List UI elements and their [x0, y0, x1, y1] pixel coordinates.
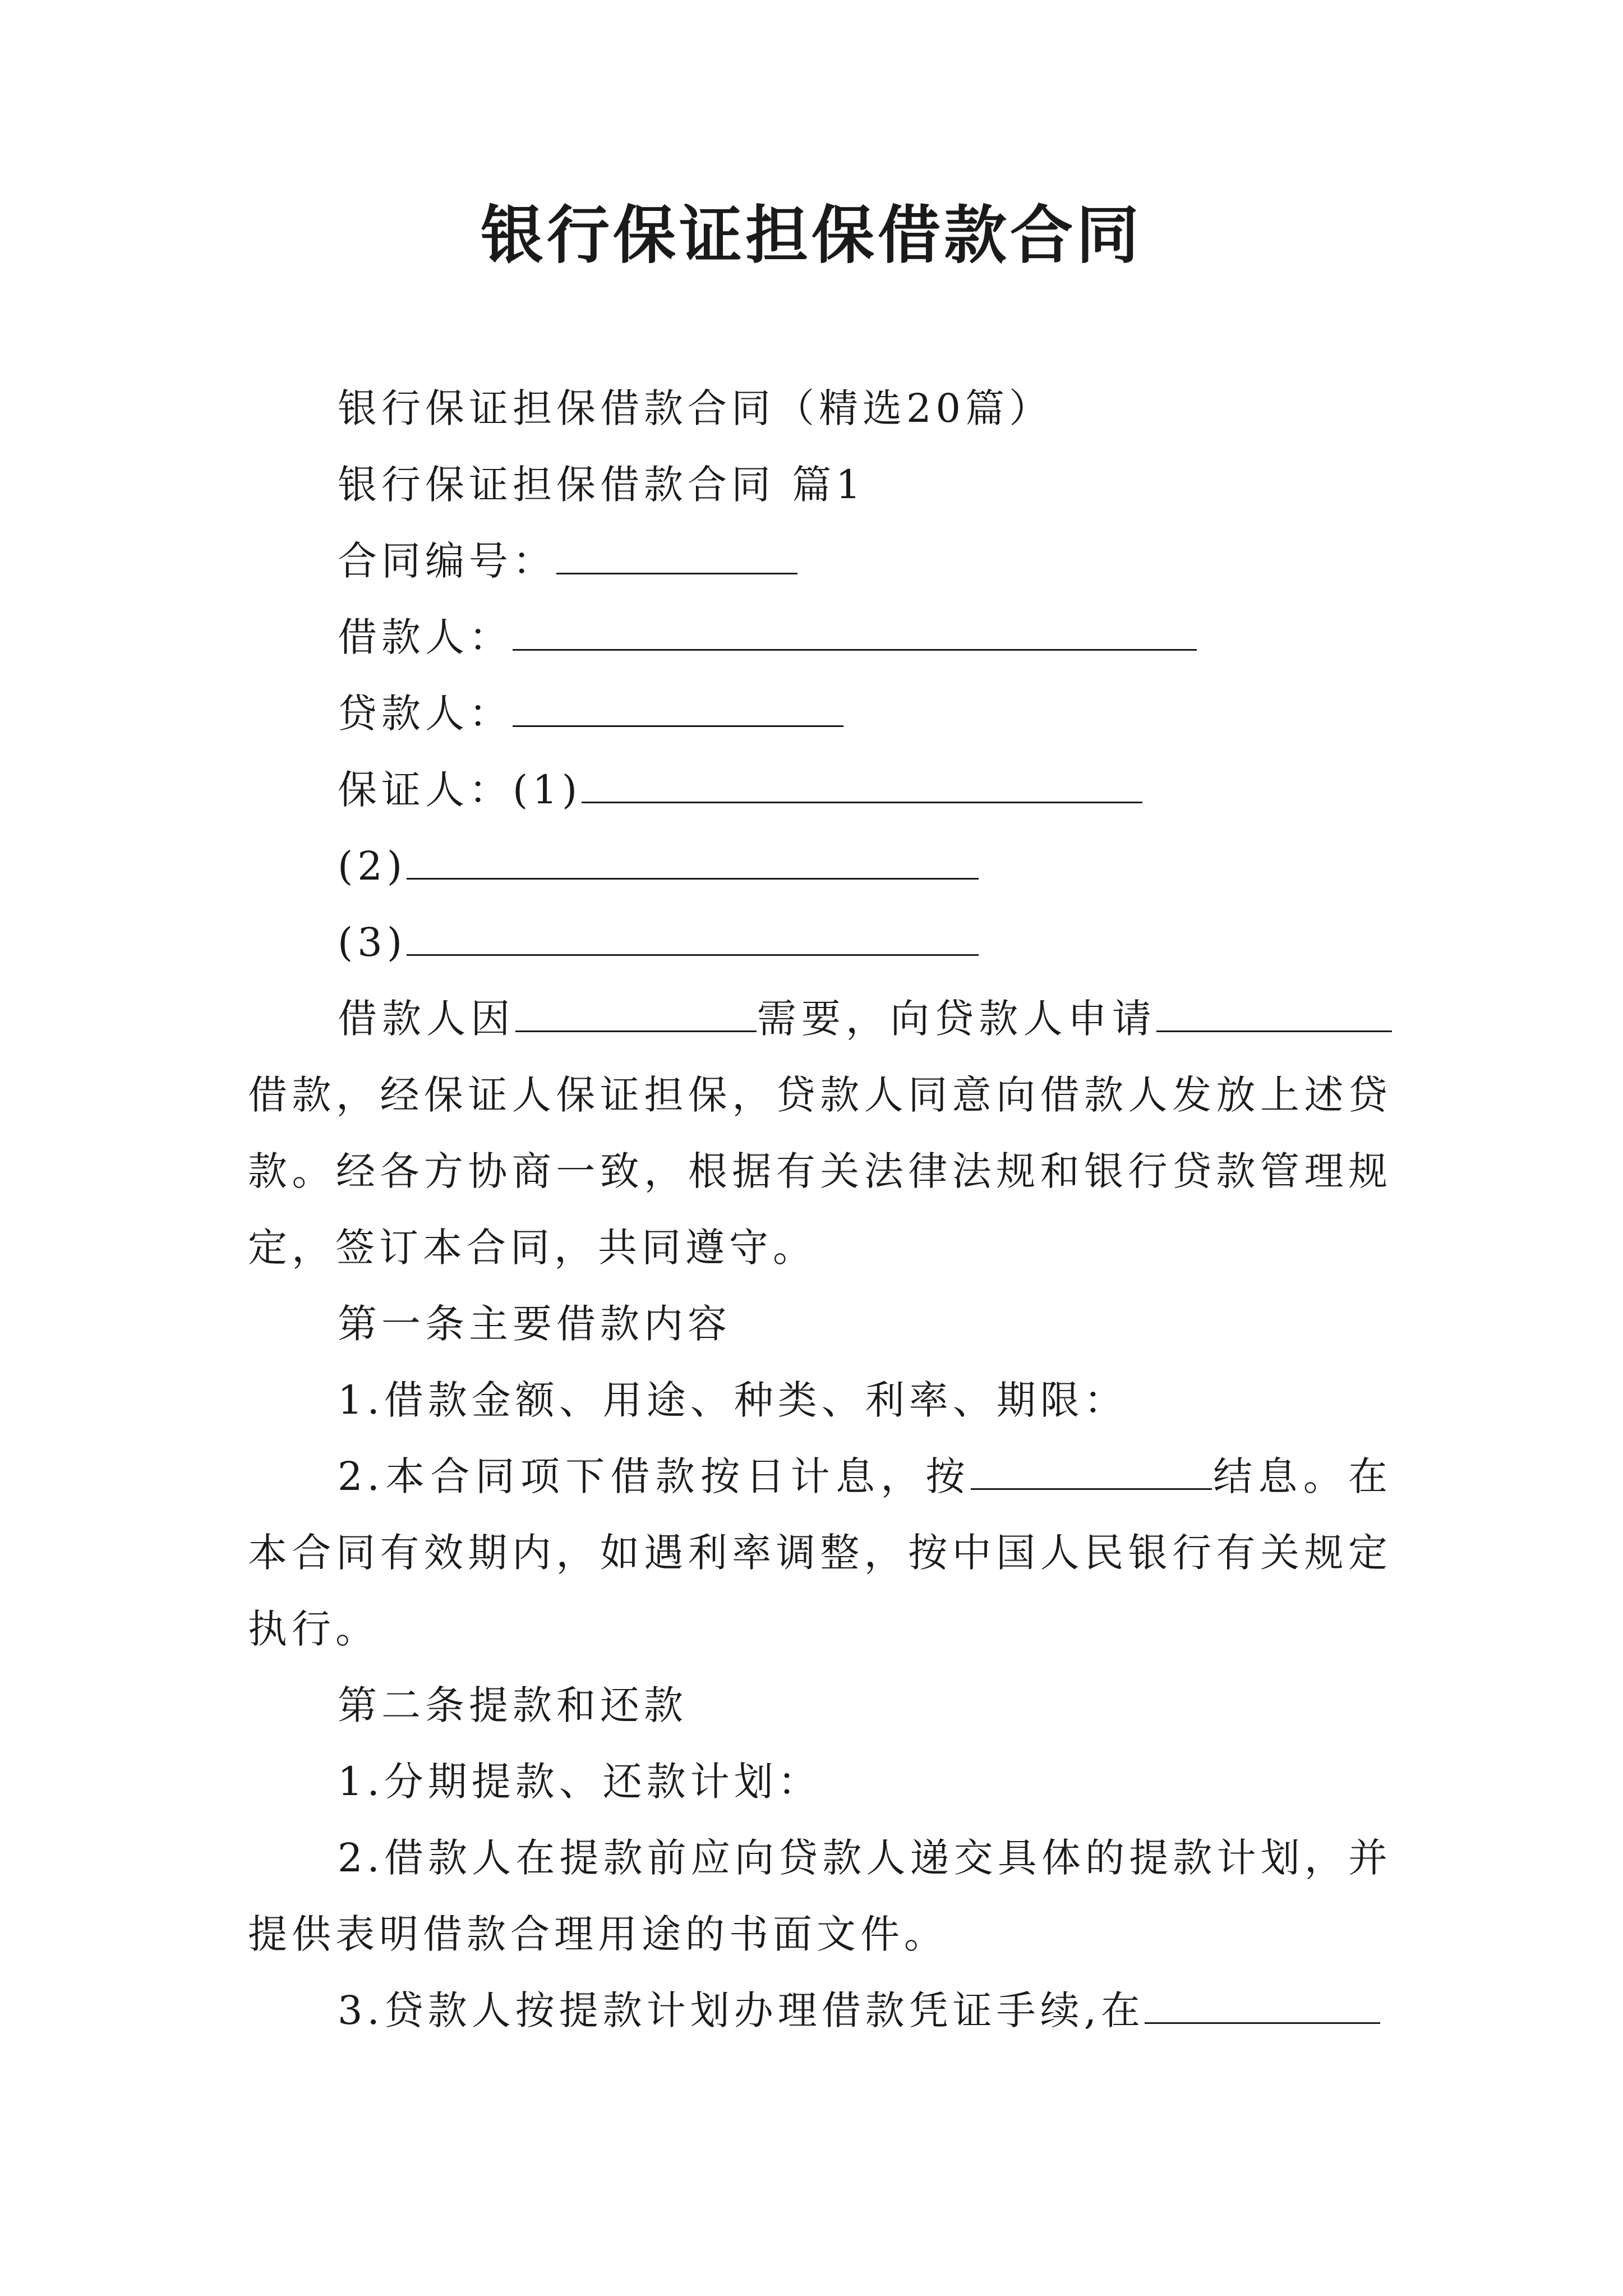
- article-2-item-1: 1.分期提款、还款计划：: [338, 1759, 822, 1805]
- borrower-label: 借款人：: [338, 614, 513, 660]
- interest-settlement-blank: [971, 1449, 1212, 1490]
- article-1-item-2-text-a: 2.本合同项下借款按日计息，按: [338, 1453, 971, 1499]
- document-body: [248, 370, 1392, 2049]
- collection-heading: 银行保证担保借款合同（精选20篇）: [338, 385, 1053, 431]
- guarantor-3-blank: [407, 915, 979, 956]
- article-2-heading: 第二条提款和还款: [338, 1682, 688, 1728]
- preamble-paragraph: [248, 981, 1392, 1286]
- preamble-text-a: 借款人因: [338, 996, 515, 1042]
- lender-label: 贷款人：: [338, 691, 513, 737]
- loan-amount-blank: [1156, 991, 1392, 1032]
- article-2-item-3: [248, 1972, 1392, 2049]
- borrower-line: [248, 599, 1392, 675]
- document-title: 银行保证担保借款合同: [481, 199, 1142, 272]
- withdrawal-blank: [1145, 1983, 1380, 2024]
- contract-number-label: 合同编号：: [338, 538, 556, 584]
- guarantor-1-label: 保证人：(1): [338, 767, 582, 813]
- article-1-heading: 第一条主要借款内容: [338, 1301, 731, 1347]
- guarantor-1-blank: [582, 762, 1142, 803]
- guarantor-2-line: [248, 828, 1392, 904]
- article-1-item-2: [248, 1438, 1392, 1667]
- preamble-text-b: 需要，向贷款人申请: [756, 996, 1157, 1042]
- article-1-item-1: 1.借款金额、用途、种类、利率、期限：: [338, 1377, 1128, 1423]
- article-1-item-2-text-b: 结息。在本合同有效期内，如遇利率调整，按中国人民银行有关规定执行。: [248, 1453, 1392, 1652]
- borrower-blank: [513, 610, 1197, 651]
- guarantor-2-label: (2): [338, 843, 407, 889]
- article-2-item-3-text: 3.贷款人按提款计划办理借款凭证手续,在: [338, 1987, 1145, 2033]
- purpose-blank: [515, 991, 757, 1032]
- article-2-item-2: 2.借款人在提款前应向贷款人递交具体的提款计划，并提供表明借款合理用途的书面文件。: [248, 1835, 1392, 1957]
- guarantor-2-blank: [407, 839, 979, 880]
- contract-number-blank: [556, 533, 797, 574]
- guarantor-3-label: (3): [338, 919, 407, 965]
- lender-blank: [513, 686, 843, 727]
- guarantor-1-line: [248, 752, 1392, 828]
- lender-line: [248, 675, 1392, 752]
- article-heading: 银行保证担保借款合同 篇1: [338, 462, 865, 508]
- guarantor-3-line: [248, 904, 1392, 981]
- contract-number-line: [248, 523, 1392, 599]
- preamble-text-c: 借款，经保证人保证担保，贷款人同意向借款人发放上述贷款。经各方协商一致，根据有关法律法规和银行贷款管理规定，签订本合同，共同遵守。: [248, 1072, 1392, 1271]
